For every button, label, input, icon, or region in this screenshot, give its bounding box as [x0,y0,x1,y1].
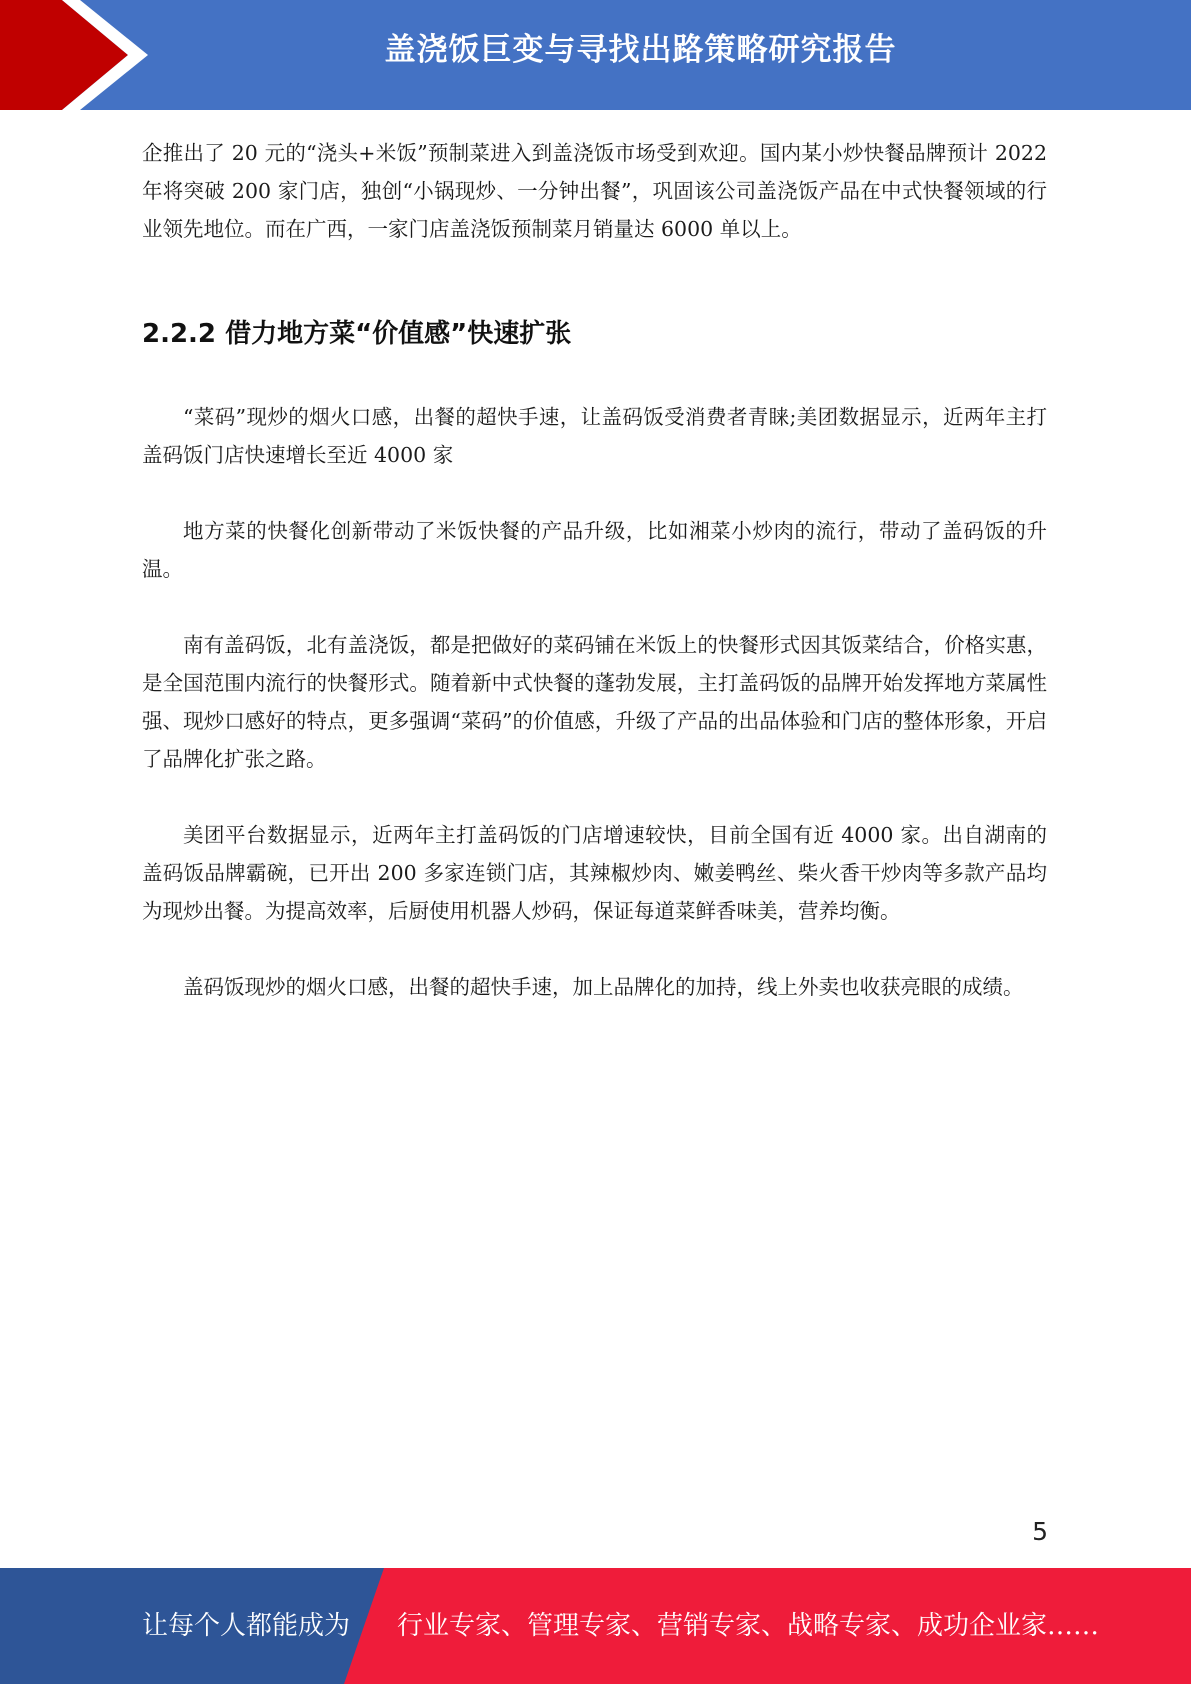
report-title: 盖浇饭巨变与寻找出路策略研究报告 [384,32,897,68]
body-paragraph: 南有盖码饭，北有盖浇饭，都是把做好的菜码铺在米饭上的快餐形式因其饭菜结合，价格实惠，是全国范围内流行的快餐形式。随着新中式快餐的蓬勃发展，主打盖码饭的品牌开始发挥地方菜属性强、现炒口感好的特点，更多强调“菜码”的价值感，升级了产品的出品体验和门店的整体形象，开启了品牌化扩张之路。 [142,633,1047,771]
intro-paragraph: 企推出了 20 元的“浇头+米饭”预制菜进入到盖浇饭市场受到欢迎。国内某小炒快餐品牌预计 2022 年将突破 200 家门店，独创“小锅现炒、一分钟出餐”，巩固该公司盖浇饭产品在中式快餐领域的行业领先地位。而在广西，一家门店盖浇饭预制菜月销量达 6000 单以上。 [142,141,1047,241]
document-body [142,134,1047,1006]
body-paragraph: 美团平台数据显示，近两年主打盖码饭的门店增速较快，目前全国有近 4000 家。出自湖南的盖码饭品牌霸碗，已开出 200 多家连锁门店，其辣椒炒肉、嫩姜鸭丝、柴火香干炒肉等多款产品均为现炒出餐。为提高效率，后厨使用机器人炒码，保证每道菜鲜香味美，营养均衡。 [142,823,1047,923]
header-banner [0,0,1191,110]
footer-slogan-left: 让每个人都能成为 [142,1611,351,1641]
body-paragraph: 盖码饭现炒的烟火口感，出餐的超快手速，加上品牌化的加持，线上外卖也收获亮眼的成绩。 [183,975,1024,999]
page-number: 5 [1032,1517,1048,1546]
section-heading: 2.2.2 借力地方菜“价值感”快速扩张 [142,319,572,349]
body-paragraph: 地方菜的快餐化创新带动了米饭快餐的产品升级，比如湘菜小炒肉的流行，带动了盖码饭的升温。 [142,519,1047,581]
body-paragraph: “菜码”现炒的烟火口感，出餐的超快手速，让盖码饭受消费者青睐;美团数据显示，近两年主打盖码饭门店快速增长至近 4000 家 [142,405,1047,467]
footer-banner [0,1568,1191,1684]
footer-slogan-right: 行业专家、管理专家、营销专家、战略专家、成功企业家…… [397,1611,1100,1641]
